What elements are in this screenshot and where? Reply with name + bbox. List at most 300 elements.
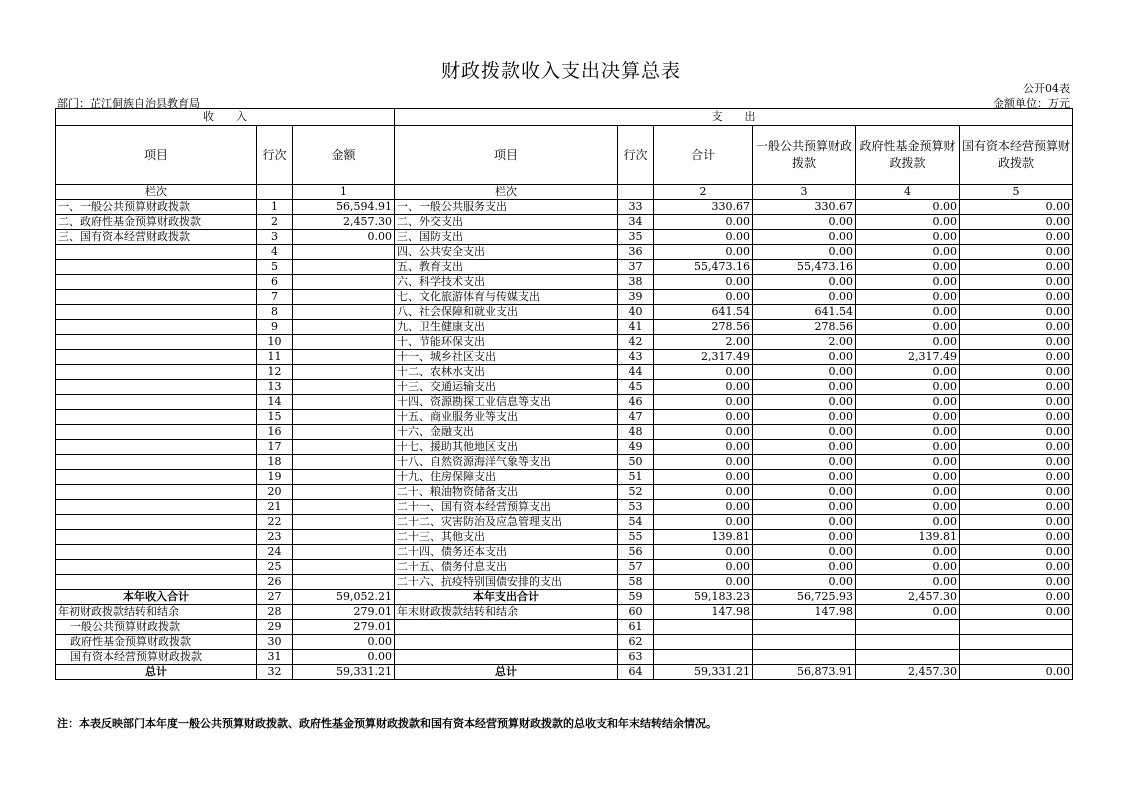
expense-fund: 0.00 (856, 365, 960, 380)
expense-row-no: 51 (618, 470, 654, 485)
expense-item: 十九、住房保障支出 (395, 470, 618, 485)
income-amount (293, 455, 395, 470)
expense-row-no: 64 (618, 665, 654, 680)
expense-total: 330.67 (654, 200, 753, 215)
expense-general: 0.00 (753, 245, 856, 260)
income-row-no: 27 (257, 590, 293, 605)
expense-state (960, 620, 1073, 635)
table-row (56, 545, 1073, 560)
expense-total: 0.00 (654, 230, 753, 245)
expense-general: 0.00 (753, 380, 856, 395)
table-row (56, 575, 1073, 590)
income-item: 本年收入合计 (56, 590, 257, 605)
table-row (56, 590, 1073, 605)
income-item: 政府性基金预算财政拨款 (56, 635, 257, 650)
table-row (56, 560, 1073, 575)
income-amount (293, 350, 395, 365)
expense-fund: 2,457.30 (856, 590, 960, 605)
expense-general: 2.00 (753, 335, 856, 350)
expense-general: 0.00 (753, 560, 856, 575)
expense-state: 0.00 (960, 500, 1073, 515)
expense-fund: 0.00 (856, 410, 960, 425)
expense-state: 0.00 (960, 320, 1073, 335)
income-item (56, 470, 257, 485)
table-row (56, 350, 1073, 365)
expense-item: 三、国防支出 (395, 230, 618, 245)
expense-total: 139.81 (654, 530, 753, 545)
table-row (56, 335, 1073, 350)
expense-total: 0.00 (654, 290, 753, 305)
income-row-no: 22 (257, 515, 293, 530)
expense-row-no: 58 (618, 575, 654, 590)
col-3: 3 (753, 185, 856, 200)
income-row-no: 17 (257, 440, 293, 455)
expense-row-no: 63 (618, 650, 654, 665)
expense-row-no: 59 (618, 590, 654, 605)
expense-row-no: 60 (618, 605, 654, 620)
expense-fund: 0.00 (856, 605, 960, 620)
income-amount (293, 395, 395, 410)
expense-total: 0.00 (654, 455, 753, 470)
expense-state: 0.00 (960, 350, 1073, 365)
expense-fund: 0.00 (856, 470, 960, 485)
expense-row-no: 62 (618, 635, 654, 650)
expense-general: 0.00 (753, 395, 856, 410)
expense-general: 0.00 (753, 470, 856, 485)
income-item (56, 500, 257, 515)
expense-row-no: 44 (618, 365, 654, 380)
expense-state: 0.00 (960, 530, 1073, 545)
expense-item-header: 项目 (395, 126, 618, 185)
expense-general (753, 650, 856, 665)
expense-general: 0.00 (753, 440, 856, 455)
total-header: 合计 (654, 126, 753, 185)
table-row (56, 260, 1073, 275)
expense-item: 年末财政拨款结转和结余 (395, 605, 618, 620)
expense-fund: 0.00 (856, 305, 960, 320)
income-item (56, 560, 257, 575)
income-amount (293, 545, 395, 560)
expense-total (654, 650, 753, 665)
table-row (56, 485, 1073, 500)
income-row-no: 7 (257, 290, 293, 305)
income-row-no: 13 (257, 380, 293, 395)
expense-general: 147.98 (753, 605, 856, 620)
expense-fund (856, 635, 960, 650)
expense-fund: 0.00 (856, 500, 960, 515)
expense-state: 0.00 (960, 365, 1073, 380)
income-item: 国有资本经营预算财政拨款 (56, 650, 257, 665)
table-row (56, 410, 1073, 425)
income-item (56, 320, 257, 335)
table-row (56, 380, 1073, 395)
income-amount (293, 440, 395, 455)
income-item (56, 335, 257, 350)
income-amount (293, 290, 395, 305)
income-row-no: 32 (257, 665, 293, 680)
expense-fund: 0.00 (856, 575, 960, 590)
income-amount (293, 380, 395, 395)
income-row-no: 10 (257, 335, 293, 350)
expense-row-no: 43 (618, 350, 654, 365)
income-row-no: 30 (257, 635, 293, 650)
expense-fund (856, 620, 960, 635)
income-amount (293, 245, 395, 260)
expense-total: 59,183.23 (654, 590, 753, 605)
income-rowno-header: 行次 (257, 126, 293, 185)
expense-state: 0.00 (960, 200, 1073, 215)
budget-table (55, 108, 1073, 680)
unit-label: 金额单位：万元 (993, 97, 1070, 110)
expense-state: 0.00 (960, 440, 1073, 455)
income-amount (293, 335, 395, 350)
income-amount (293, 320, 395, 335)
expense-fund: 0.00 (856, 380, 960, 395)
income-item (56, 245, 257, 260)
expense-general: 0.00 (753, 425, 856, 440)
expense-state: 0.00 (960, 245, 1073, 260)
expense-item: 十八、自然资源海洋气象等支出 (395, 455, 618, 470)
expense-fund: 0.00 (856, 455, 960, 470)
expense-row-no: 50 (618, 455, 654, 470)
expense-row-no: 61 (618, 620, 654, 635)
footnote: 注：本表反映部门本年度一般公共预算财政拨款、政府性基金预算财政拨款和国有资本经营预算财政拨款的总收支和年末结转结余情况。 (57, 717, 717, 730)
expense-fund: 0.00 (856, 545, 960, 560)
expense-total: 0.00 (654, 215, 753, 230)
expense-row-no: 34 (618, 215, 654, 230)
expense-row-no: 38 (618, 275, 654, 290)
expense-item: 十五、商业服务业等支出 (395, 410, 618, 425)
income-amount (293, 500, 395, 515)
expense-state: 0.00 (960, 275, 1073, 290)
expense-item: 二、外交支出 (395, 215, 618, 230)
expense-row-no: 55 (618, 530, 654, 545)
expense-row-no: 35 (618, 230, 654, 245)
income-item-header: 项目 (56, 126, 257, 185)
expense-row-no: 42 (618, 335, 654, 350)
expense-state (960, 635, 1073, 650)
expense-row-no: 49 (618, 440, 654, 455)
expense-general: 55,473.16 (753, 260, 856, 275)
table-row (56, 440, 1073, 455)
expense-state: 0.00 (960, 575, 1073, 590)
expense-state: 0.00 (960, 425, 1073, 440)
income-row-no: 2 (257, 215, 293, 230)
expense-general: 0.00 (753, 545, 856, 560)
income-amount (293, 470, 395, 485)
expense-total: 0.00 (654, 425, 753, 440)
income-item: 一、一般公共预算财政拨款 (56, 200, 257, 215)
income-amount (293, 485, 395, 500)
expense-state: 0.00 (960, 410, 1073, 425)
expense-total: 0.00 (654, 275, 753, 290)
income-amount: 0.00 (293, 635, 395, 650)
expense-state: 0.00 (960, 290, 1073, 305)
expense-general (753, 635, 856, 650)
income-amount: 59,052.21 (293, 590, 395, 605)
income-item: 三、国有资本经营财政拨款 (56, 230, 257, 245)
income-row-no: 3 (257, 230, 293, 245)
income-row-no: 23 (257, 530, 293, 545)
expense-total: 0.00 (654, 500, 753, 515)
expense-row-no: 48 (618, 425, 654, 440)
expense-fund: 2,457.30 (856, 665, 960, 680)
expense-fund: 0.00 (856, 335, 960, 350)
col-2: 2 (654, 185, 753, 200)
income-row-no: 12 (257, 365, 293, 380)
income-amount (293, 560, 395, 575)
expense-total: 0.00 (654, 575, 753, 590)
income-item (56, 440, 257, 455)
income-item: 二、政府性基金预算财政拨款 (56, 215, 257, 230)
income-row-no: 31 (257, 650, 293, 665)
income-amount: 0.00 (293, 650, 395, 665)
income-row-no: 5 (257, 260, 293, 275)
income-item (56, 485, 257, 500)
income-row-no: 21 (257, 500, 293, 515)
col-4: 4 (856, 185, 960, 200)
income-item: 总计 (56, 665, 257, 680)
income-row-no: 25 (257, 560, 293, 575)
table-row (56, 365, 1073, 380)
income-item: 年初财政拨款结转和结余 (56, 605, 257, 620)
income-row-no: 11 (257, 350, 293, 365)
expense-item: 二十三、其他支出 (395, 530, 618, 545)
col-label-income: 栏次 (56, 185, 257, 200)
expense-item: 二十四、债务还本支出 (395, 545, 618, 560)
income-amount (293, 425, 395, 440)
expense-state (960, 650, 1073, 665)
col-blank (618, 185, 654, 200)
expense-row-no: 39 (618, 290, 654, 305)
table-row (56, 290, 1073, 305)
expense-total: 2.00 (654, 335, 753, 350)
table-row (56, 425, 1073, 440)
expense-rowno-header: 行次 (618, 126, 654, 185)
income-amount (293, 365, 395, 380)
expense-item: 十、节能环保支出 (395, 335, 618, 350)
expense-item (395, 650, 618, 665)
income-header: 收 入 (56, 109, 395, 126)
expense-item: 七、文化旅游体育与传媒支出 (395, 290, 618, 305)
income-amount: 279.01 (293, 605, 395, 620)
expense-row-no: 56 (618, 545, 654, 560)
income-item (56, 290, 257, 305)
expense-fund: 0.00 (856, 440, 960, 455)
expense-item: 十一、城乡社区支出 (395, 350, 618, 365)
table-row (56, 275, 1073, 290)
expense-fund: 0.00 (856, 275, 960, 290)
expense-general: 0.00 (753, 230, 856, 245)
expense-general: 330.67 (753, 200, 856, 215)
expense-fund: 0.00 (856, 260, 960, 275)
income-row-no: 19 (257, 470, 293, 485)
income-item (56, 455, 257, 470)
table-row (56, 395, 1073, 410)
expense-total: 0.00 (654, 560, 753, 575)
income-row-no: 24 (257, 545, 293, 560)
expense-fund: 2,317.49 (856, 350, 960, 365)
expense-item: 一、一般公共服务支出 (395, 200, 618, 215)
income-row-no: 18 (257, 455, 293, 470)
expense-row-no: 47 (618, 410, 654, 425)
expense-total: 0.00 (654, 470, 753, 485)
income-item (56, 545, 257, 560)
col-5: 5 (960, 185, 1073, 200)
income-amount (293, 275, 395, 290)
table-row (56, 665, 1073, 680)
income-item: 一般公共预算财政拨款 (56, 620, 257, 635)
expense-general: 0.00 (753, 410, 856, 425)
table-row (56, 605, 1073, 620)
fund-header: 政府性基金预算财政拨款 (856, 126, 960, 185)
expense-row-no: 45 (618, 380, 654, 395)
income-item (56, 515, 257, 530)
income-item (56, 575, 257, 590)
expense-fund: 0.00 (856, 425, 960, 440)
expense-item (395, 620, 618, 635)
expense-fund: 0.00 (856, 395, 960, 410)
expense-total: 55,473.16 (654, 260, 753, 275)
table-row (56, 200, 1073, 215)
expense-item: 八、社会保障和就业支出 (395, 305, 618, 320)
expense-total: 0.00 (654, 515, 753, 530)
expense-general: 0.00 (753, 515, 856, 530)
expense-item: 二十、粮油物资储备支出 (395, 485, 618, 500)
table-row (56, 620, 1073, 635)
expense-total: 0.00 (654, 245, 753, 260)
expense-total: 0.00 (654, 440, 753, 455)
income-item (56, 350, 257, 365)
income-row-no: 9 (257, 320, 293, 335)
expense-row-no: 57 (618, 560, 654, 575)
expense-item: 二十一、国有资本经营预算支出 (395, 500, 618, 515)
expense-fund: 139.81 (856, 530, 960, 545)
expense-general: 0.00 (753, 455, 856, 470)
income-amount: 2,457.30 (293, 215, 395, 230)
expense-total: 59,331.21 (654, 665, 753, 680)
expense-item: 二十二、灾害防治及应急管理支出 (395, 515, 618, 530)
expense-total: 0.00 (654, 380, 753, 395)
expense-row-no: 33 (618, 200, 654, 215)
expense-item: 九、卫生健康支出 (395, 320, 618, 335)
income-amount (293, 530, 395, 545)
expense-fund: 0.00 (856, 485, 960, 500)
income-amount: 59,331.21 (293, 665, 395, 680)
table-row (56, 470, 1073, 485)
income-item (56, 425, 257, 440)
expense-item (395, 635, 618, 650)
expense-state: 0.00 (960, 590, 1073, 605)
department-label: 部门：芷江侗族自治县教育局 (57, 97, 200, 110)
expense-fund: 0.00 (856, 290, 960, 305)
table-row (56, 515, 1073, 530)
expense-general (753, 620, 856, 635)
income-amount (293, 260, 395, 275)
expense-general: 0.00 (753, 215, 856, 230)
income-amount-header: 金额 (293, 126, 395, 185)
expense-total: 147.98 (654, 605, 753, 620)
expense-total: 641.54 (654, 305, 753, 320)
table-row (56, 245, 1073, 260)
table-row (56, 320, 1073, 335)
expense-row-no: 53 (618, 500, 654, 515)
expense-row-no: 46 (618, 395, 654, 410)
expense-total: 0.00 (654, 485, 753, 500)
income-row-no: 29 (257, 620, 293, 635)
income-item (56, 305, 257, 320)
expense-general: 56,725.93 (753, 590, 856, 605)
expense-total: 0.00 (654, 410, 753, 425)
income-item (56, 395, 257, 410)
table-row (56, 305, 1073, 320)
expense-total (654, 620, 753, 635)
expense-row-no: 54 (618, 515, 654, 530)
expense-state: 0.00 (960, 395, 1073, 410)
expense-general: 641.54 (753, 305, 856, 320)
expense-state: 0.00 (960, 260, 1073, 275)
income-item (56, 260, 257, 275)
expense-item: 二十五、债务付息支出 (395, 560, 618, 575)
expense-header: 支 出 (395, 109, 1073, 126)
expense-state: 0.00 (960, 665, 1073, 680)
expense-state: 0.00 (960, 215, 1073, 230)
expense-general: 0.00 (753, 365, 856, 380)
expense-row-no: 40 (618, 305, 654, 320)
income-row-no: 28 (257, 605, 293, 620)
income-amount (293, 410, 395, 425)
expense-state: 0.00 (960, 515, 1073, 530)
expense-item: 四、公共安全支出 (395, 245, 618, 260)
expense-general: 56,873.91 (753, 665, 856, 680)
income-row-no: 8 (257, 305, 293, 320)
col-label-expense: 栏次 (395, 185, 618, 200)
expense-fund: 0.00 (856, 215, 960, 230)
expense-fund: 0.00 (856, 320, 960, 335)
expense-state: 0.00 (960, 455, 1073, 470)
table-row (56, 650, 1073, 665)
expense-general: 0.00 (753, 485, 856, 500)
expense-total: 0.00 (654, 545, 753, 560)
col-blank (257, 185, 293, 200)
expense-item: 六、科学技术支出 (395, 275, 618, 290)
income-item (56, 530, 257, 545)
expense-total: 0.00 (654, 395, 753, 410)
expense-item: 本年支出合计 (395, 590, 618, 605)
income-row-no: 14 (257, 395, 293, 410)
table-row (56, 455, 1073, 470)
expense-row-no: 52 (618, 485, 654, 500)
expense-state: 0.00 (960, 545, 1073, 560)
income-item (56, 380, 257, 395)
income-amount: 279.01 (293, 620, 395, 635)
income-item (56, 275, 257, 290)
expense-row-no: 36 (618, 245, 654, 260)
income-row-no: 4 (257, 245, 293, 260)
table-row (56, 215, 1073, 230)
expense-state: 0.00 (960, 485, 1073, 500)
expense-fund (856, 650, 960, 665)
expense-item: 二十六、抗疫特别国债安排的支出 (395, 575, 618, 590)
expense-total: 278.56 (654, 320, 753, 335)
expense-item: 十六、金融支出 (395, 425, 618, 440)
form-code: 公开04表 (1023, 82, 1070, 95)
table-row (56, 530, 1073, 545)
expense-general: 0.00 (753, 275, 856, 290)
income-item (56, 365, 257, 380)
expense-state: 0.00 (960, 335, 1073, 350)
expense-general: 0.00 (753, 500, 856, 515)
